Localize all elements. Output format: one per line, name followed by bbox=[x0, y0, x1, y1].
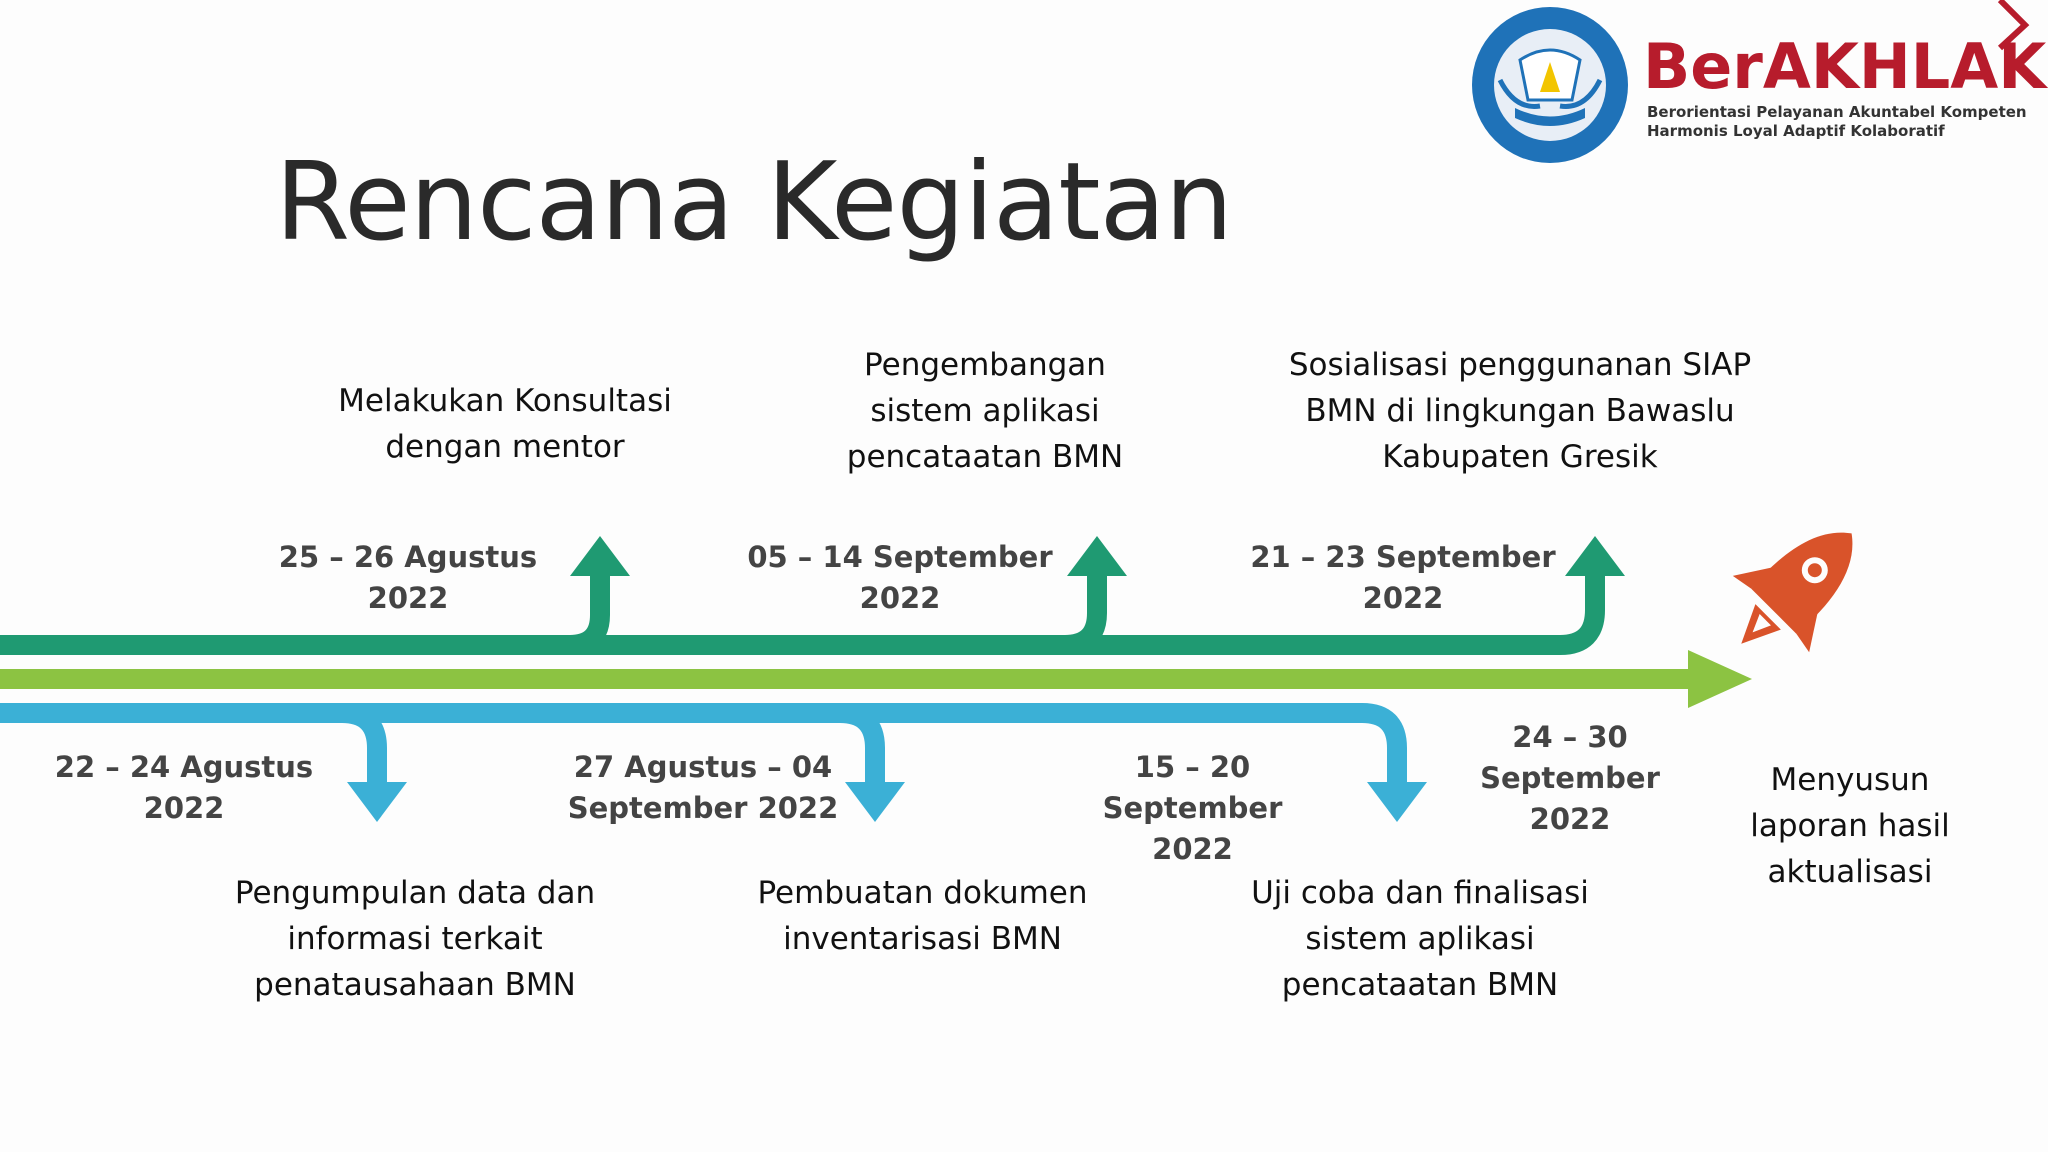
main-arrow bbox=[0, 650, 1752, 708]
arrow-up-2 bbox=[1067, 536, 1127, 576]
upper-item-1-date: 25 – 26 Agustus 2022 bbox=[278, 540, 538, 615]
arrow-down-1 bbox=[347, 782, 407, 822]
arrow-up-3 bbox=[1565, 536, 1625, 576]
final-item-description: Menyusun laporan hasil aktualisasi bbox=[1750, 762, 1950, 890]
upper-item-2-description: Pengembangan sistem aplikasi pencataatan BMN bbox=[846, 347, 1124, 475]
rocket-icon bbox=[1703, 495, 1890, 682]
lower-item-1-date: 22 – 24 Agustus 2022 bbox=[54, 750, 314, 825]
lower-item-1-description: Pengumpulan data dan informasi terkait penatausahaan BMN bbox=[234, 875, 596, 1003]
lower-item-2-description: Pembuatan dokumen inventarisasi BMN bbox=[757, 875, 1088, 957]
upper-item-1-description: Melakukan Konsultasi dengan mentor bbox=[338, 383, 672, 465]
arrow-down-2 bbox=[845, 782, 905, 822]
arrow-up-1 bbox=[570, 536, 630, 576]
lower-item-3-date: 15 – 20 September 2022 bbox=[1102, 750, 1283, 866]
lower-item-3-description: Uji coba dan finalisasi sistem aplikasi pencataatan BMN bbox=[1251, 875, 1589, 1003]
final-item-date: 24 – 30 September 2022 bbox=[1480, 720, 1660, 836]
lower-item-2-date: 27 Agustus – 04 September 2022 bbox=[567, 750, 839, 825]
arrow-down-3 bbox=[1367, 782, 1427, 822]
upper-item-2-date: 05 – 14 September 2022 bbox=[747, 540, 1053, 615]
upper-item-3-description: Sosialisasi penggunanan SIAP BMN di lingkungan Bawaslu Kabupaten Gresik bbox=[1288, 347, 1752, 475]
tut-wuri-handayani-logo bbox=[1472, 7, 1628, 163]
page-title: Rencana Kegiatan bbox=[275, 140, 1233, 265]
brand-name: BerAKHLAK bbox=[1643, 30, 2047, 103]
upper-item-3-date: 21 – 23 September 2022 bbox=[1250, 540, 1556, 615]
brand-tagline: Berorientasi Pelayanan Akuntabel Kompeten Harmonis Loyal Adaptif Kolaboratif bbox=[1647, 103, 2027, 140]
